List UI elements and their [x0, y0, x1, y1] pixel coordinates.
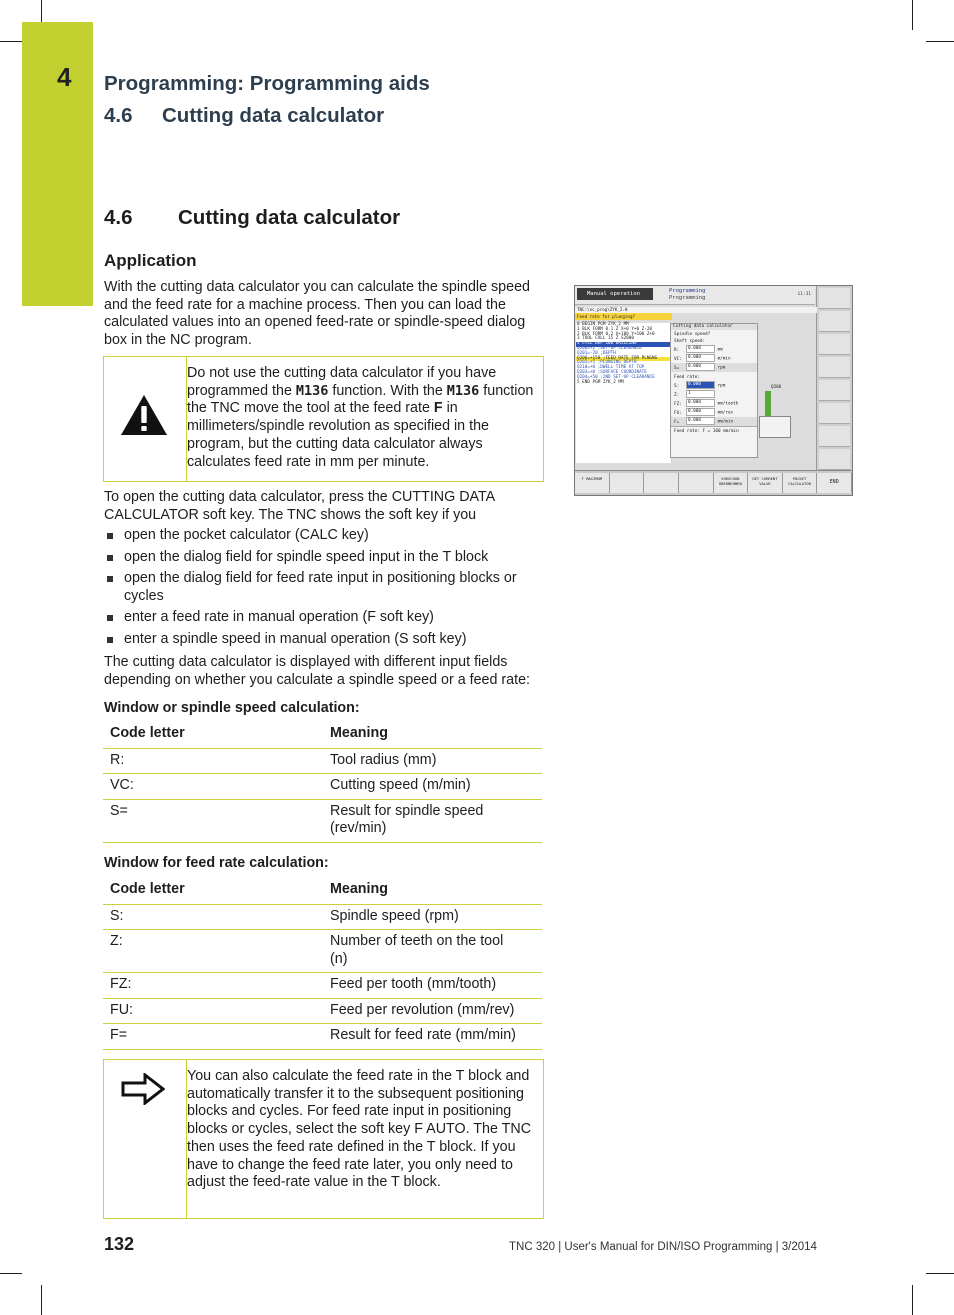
arrow-right-icon: [121, 1073, 165, 1105]
warning-text-part: function the TNC move the tool at the feed rate: [187, 382, 534, 417]
warning-text-part: in millimeters/spindle revolution as specified in the program, but the cutting data calculator always calculates feed rate in mm per minute.: [187, 400, 489, 470]
table-cell: Result for spindle speed (rev/min): [323, 799, 542, 842]
crop-mark: [926, 1273, 954, 1274]
tip-text: You can also calculate the feed rate in the T block and automatically transfer it to the subsequent positioning blocks and cycles. For feed rate input in positioning blocks or cycles, select the soft key F AUTO. The TNC then uses the feed rate defined in the T block. If you have to change the feed rate later, you only need to adjust the feed-rate value in the T block.: [187, 1068, 532, 1191]
program-line[interactable]: Q206=+150 ;FEED RATE FOR PLNGNG: [576, 357, 671, 362]
program-line[interactable]: Q203=+0 ;SURFACE COORDINATE: [577, 369, 647, 375]
calc-row: [671, 381, 757, 390]
application-intro: With the cutting data calculator you can calculate the spindle speed and the feed rate for a machine process. Then you can load the calculated values into an opened feed-rate or spindle-speed dialog box in the NC program.: [104, 279, 530, 348]
table-cell: S=: [103, 799, 323, 842]
warning-code: M136: [446, 382, 480, 399]
page-number: 132: [104, 1234, 135, 1254]
calc-row: [671, 417, 757, 426]
calc-field-fu[interactable]: 0.000: [686, 408, 715, 416]
table-row: [103, 930, 542, 973]
crop-mark: [912, 0, 913, 30]
spindle-speed-table: [103, 719, 542, 843]
shaft-speed-label: Shaft speed:: [674, 339, 706, 344]
table-row: [103, 774, 542, 800]
chapter-number: 4: [57, 62, 72, 92]
warning-bold-f: F: [433, 400, 443, 417]
table-cell: S:: [103, 904, 323, 930]
calculator-footer: Feed rate: F = 100 mm/min: [671, 426, 757, 436]
crop-mark: [0, 1273, 22, 1274]
calc-unit: mm: [717, 347, 723, 353]
footer-text: TNC 320 | User's Manual for DIN/ISO Programming | 3/2014: [509, 1241, 817, 1253]
open-calculator-text: To open the cutting data calculator, press the CUTTING DATA CALCULATOR soft key. The TNC shows the soft key if you: [104, 489, 495, 523]
softkey-end[interactable]: END: [817, 473, 852, 493]
section-heading-text: Cutting data calculator: [178, 206, 401, 229]
crop-mark: [0, 41, 22, 42]
table-header: Code letter: [103, 875, 323, 904]
section-heading-number: 4.6: [104, 206, 133, 229]
softkey-empty[interactable]: [610, 473, 645, 493]
warning-box: [103, 356, 544, 482]
warning-text-part: function. With the: [328, 382, 447, 399]
table-cell: VC:: [103, 774, 323, 800]
calc-field-s-result[interactable]: 0.000: [686, 363, 715, 371]
vertical-softkey[interactable]: [819, 311, 850, 332]
table-header-row: [103, 875, 542, 904]
table-cell: Number of teeth on the tool (n): [323, 930, 542, 973]
q-label: Q206: [771, 385, 782, 390]
calc-code: Z:: [674, 392, 680, 398]
table-header: Meaning: [323, 875, 542, 904]
spindle-question: Spindle speed?: [674, 332, 711, 337]
calc-row: [671, 345, 757, 354]
calc-unit: rpm: [717, 383, 726, 389]
list-item: open the pocket calculator (CALC key): [104, 527, 544, 545]
crop-mark: [41, 1285, 42, 1315]
display-text: The cutting data calculator is displayed with different input fields depending on whether you calculate a spindle speed or a feed rate:: [104, 654, 531, 688]
table-cell: Result for feed rate (mm/min): [323, 1024, 542, 1050]
table-cell: Feed per tooth (mm/tooth): [323, 973, 542, 999]
table-row: [103, 748, 542, 774]
calc-code: F=: [674, 419, 680, 425]
calc-code: FZ:: [674, 401, 682, 407]
table-row: [103, 1024, 542, 1050]
vertical-softkey[interactable]: [819, 380, 850, 401]
program-listing: [576, 323, 671, 463]
warning-icon: [120, 393, 168, 437]
crop-mark: [926, 41, 954, 42]
vertical-softkey[interactable]: [819, 426, 850, 447]
table-header: Code letter: [103, 719, 323, 748]
softkey-get-current-value[interactable]: GET CURRENT VALUE: [748, 473, 783, 493]
feed-prompt: Feed rate for plunging?: [575, 313, 672, 320]
table-cell: FU:: [103, 998, 323, 1024]
feed-table-label: Window for feed rate calculation:: [104, 855, 329, 871]
running-section-number: 4.6: [104, 104, 133, 127]
table-cell: Cutting speed (m/min): [323, 774, 542, 800]
workpiece-graphic: [759, 371, 814, 451]
table-cell: Tool radius (mm): [323, 748, 542, 774]
running-section-text: Cutting data calculator: [162, 104, 385, 127]
calc-row: [671, 354, 757, 363]
program-line[interactable]: Q204=+50 ;2ND SET-UP CLEARANCE: [577, 374, 655, 380]
table-cell: Spindle speed (rpm): [323, 904, 542, 930]
calc-code: R:: [674, 347, 680, 353]
part-graphic: [759, 416, 791, 438]
calculator-title: Cutting data calculator: [671, 324, 757, 330]
calc-code: VC:: [674, 356, 682, 362]
softkey-pocket-calculator[interactable]: POCKET CALCULATOR: [783, 473, 818, 493]
programming-tab-label: Programming: [669, 288, 706, 294]
chapter-title: Programming: Programming aids: [104, 72, 430, 95]
table-header-row: [103, 719, 542, 748]
vertical-softkey[interactable]: [819, 449, 850, 470]
program-line[interactable]: 5 END PGM ZYK_2 MM: [577, 379, 624, 385]
tnc-screenshot: [574, 285, 853, 496]
softkey-take-feed[interactable]: VORSCHUB ÜBERNEHMEN: [714, 473, 749, 493]
calc-code: S=: [674, 365, 680, 371]
calc-row: [671, 390, 757, 399]
program-path: TNC:\nc_prog\ZYK_2.H: [575, 307, 817, 313]
vertical-softkey[interactable]: [819, 334, 850, 355]
programming-tab-sub: Programming: [669, 295, 706, 301]
calc-unit: rpm: [717, 365, 726, 371]
programming-tab[interactable]: [657, 288, 739, 300]
calc-row: [671, 363, 757, 372]
application-heading: Application: [104, 251, 197, 270]
calc-field-r[interactable]: 0.000: [686, 345, 715, 353]
warning-text-part: Do not use the cutting data calculator if you have programmed the: [187, 365, 497, 399]
softkey-empty[interactable]: [644, 473, 679, 493]
program-line[interactable]: 1 BLK FORM 0.1 Z X+0 Y+0 Z-20: [577, 326, 653, 332]
spindle-table-label: Window or spindle speed calculation:: [104, 700, 360, 716]
program-line[interactable]: 3 TOOL CALL 15 Z S2000: [577, 336, 634, 342]
softkey-empty[interactable]: [679, 473, 714, 493]
calc-field-s[interactable]: 0.000: [686, 381, 715, 389]
table-header: Meaning: [323, 719, 542, 748]
running-section-title: [104, 104, 384, 128]
warning-text: [187, 365, 537, 471]
calc-row: [671, 408, 757, 417]
tip-box: [103, 1059, 544, 1219]
table-row: [103, 799, 542, 842]
table-cell: Feed per revolution (mm/rev): [323, 998, 542, 1024]
calc-code: FU:: [674, 410, 682, 416]
list-item: open the dialog field for feed rate input in positioning blocks or cycles: [104, 570, 544, 605]
table-row: [103, 998, 542, 1024]
list-item: enter a feed rate in manual operation (F soft key): [104, 609, 544, 627]
vertical-softkey-bar: [816, 286, 852, 471]
clock: 11:31: [797, 292, 811, 297]
calc-unit: m/min: [717, 356, 731, 362]
vertical-softkey[interactable]: [819, 357, 850, 378]
calc-field-vc[interactable]: 0.000: [686, 354, 715, 362]
program-line[interactable]: Q200=+2 ;SET-UP CLEARANCE: [577, 345, 642, 351]
vertical-softkey[interactable]: [819, 288, 850, 309]
crop-mark: [41, 0, 42, 22]
calc-field-z[interactable]: 1: [686, 390, 715, 398]
table-row: [103, 904, 542, 930]
table-cell: F=: [103, 1024, 323, 1050]
softkey-bar: [575, 470, 852, 495]
softkey-f-maximum[interactable]: F MAXIMUM: [575, 473, 610, 493]
program-line[interactable]: 2 BLK FORM 0.2 X+100 Y+100 Z+0: [577, 331, 655, 337]
program-line[interactable]: 4 CYCL DEF 200 DRILLING: [576, 342, 671, 347]
list-item: enter a spindle speed in manual operation (S soft key): [104, 631, 544, 649]
feed-rate-label: Feed rate:: [674, 375, 700, 380]
warning-code: M136: [295, 382, 329, 399]
program-line[interactable]: Q202=+5 ;PLUNGING DEPTH: [577, 360, 637, 366]
program-line[interactable]: Q201=-20 ;DEPTH: [577, 350, 616, 356]
calculator-window: [670, 323, 758, 458]
list-item: open the dialog field for spindle speed input in the T block: [104, 549, 544, 567]
calc-unit: mm/min: [717, 419, 734, 425]
calc-unit: mm/tooth: [717, 401, 739, 407]
section-heading: [104, 206, 400, 230]
screenshot-topbar: [575, 286, 815, 305]
calc-unit: mm/rev: [717, 410, 734, 416]
program-line[interactable]: 0 BEGIN PGM ZYK_2 MM: [577, 322, 629, 327]
table-cell: R:: [103, 748, 323, 774]
manual-operation-tab[interactable]: Manual operation: [577, 288, 653, 300]
table-cell: Z:: [103, 930, 323, 973]
table-cell: FZ:: [103, 973, 323, 999]
crop-mark: [912, 1285, 913, 1315]
calc-field-f-result[interactable]: 0.000: [686, 417, 715, 425]
vertical-softkey[interactable]: [819, 403, 850, 424]
table-row: [103, 973, 542, 999]
softkey-conditions-list: [104, 527, 544, 653]
program-line[interactable]: Q210=+0 ;DWELL TIME AT TOP: [577, 365, 645, 371]
calc-field-fz[interactable]: 0.000: [686, 399, 715, 407]
calc-code: S:: [674, 383, 680, 389]
calc-row: [671, 399, 757, 408]
feed-rate-table: [103, 875, 542, 1050]
